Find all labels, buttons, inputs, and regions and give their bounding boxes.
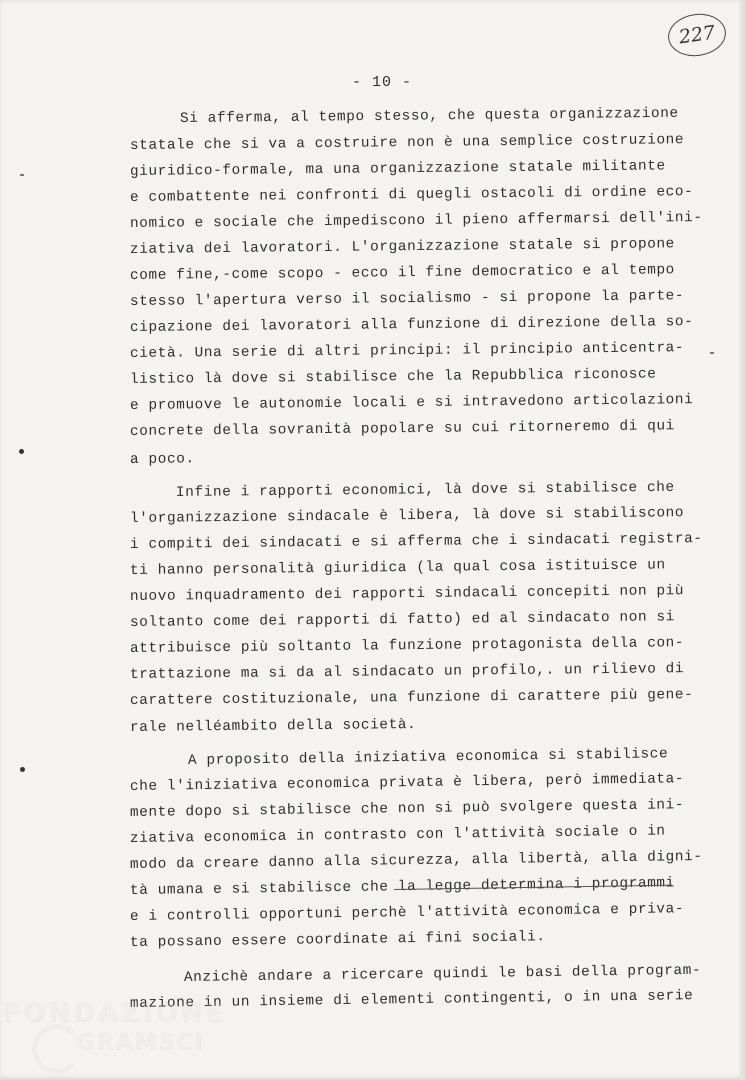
text-line: cietà. Una serie di altri principi: il principio anticentra- [129, 340, 685, 362]
text-line: a poco. [129, 451, 195, 468]
text-line: rale nelléambito della società. [129, 717, 417, 736]
text-line: stesso l'apertura verso il socialismo - si propone la parte- [129, 288, 685, 310]
fondazione-gramsci-watermark [2, 994, 226, 1074]
text-line: concrete della sovranità popolare su cui ritorneremo di qui [129, 418, 675, 440]
watermark-g-logo-icon [32, 1024, 82, 1074]
text-line: carattere costituzionale, una funzione di carattere più gene- [129, 687, 694, 709]
margin-mark [20, 174, 24, 176]
text-line: nomico e sociale che impediscono il pieno affermarsi dell'ini- [129, 210, 703, 232]
text-line: cipazione dei lavoratori alla funzione di direzione della so- [129, 314, 694, 336]
text-line: l'organizzazione sindacale è libera, là dove si stabiliscono [129, 505, 685, 527]
text-line: Si afferma, al tempo stesso, che questa organizzazione [179, 105, 679, 127]
text-line: A proposito della iniziativa economica si stabilisce [187, 746, 669, 769]
text-line: e i controlli opportuni perchè l'attività economica e priva- [129, 901, 685, 925]
watermark-line-2: GRAMSCI [76, 1030, 205, 1055]
text-line: mazione in un insieme di elementi contingenti, o in una serie [129, 988, 694, 1012]
text-line: ti hanno personalità giuridica (la qual cosa istituisce un [129, 557, 666, 579]
text-line: listico là dove si stabilisce che la Repubblica riconosce [129, 366, 657, 388]
text-line: i compiti dei sindacati e si afferma che i sindacati registra- [129, 531, 703, 553]
text-line: attribuisce più soltanto la funzione protagonista della con- [129, 635, 685, 657]
margin-mark [19, 449, 24, 454]
text-line: tà umana e si stabilisce che la legge determina i programmi [129, 875, 675, 899]
watermark-line-1: FONDAZIONE [2, 998, 226, 1028]
margin-mark [20, 767, 25, 772]
page-number: - 10 - [352, 74, 413, 91]
text-line: soltanto come dei rapporti di fatto) ed al sindacato non si [129, 609, 675, 631]
text-line: che l'iniziativa economica privata è libera, però immediata- [129, 771, 685, 795]
text-line: statale che si va a costruire non è una semplice costruzione [129, 132, 685, 154]
text-line: giuridico-formale, ma una organizzazione statale militante [129, 158, 666, 180]
text-line: ziativa dei lavoratori. L'organizzazione statale si propone [129, 236, 675, 258]
text-line: Infine i rapporti economici, là dove si stabilisce che [175, 479, 675, 501]
text-line: e combattente nei confronti di quegli ostacoli di ordine eco- [129, 184, 694, 206]
text-line: modo da creare danno alla sicurezza, alla libertà, alla digni- [129, 849, 703, 873]
text-line: mente dopo si stabilisce che non si può svolgere questa ini- [129, 797, 685, 821]
text-line: trattazione ma si da al sindacato un profilo,. un rilievo di [129, 661, 685, 683]
text-line: come fine,-come scopo - ecco il fine democratico e al tempo [129, 262, 675, 284]
text-line: ziativa economica in contrasto con l'attività sociale o in [129, 823, 666, 847]
text-line: nuovo inquadramento dei rapporti sindacali concepiti non più [129, 583, 685, 605]
text-line: Anzichè andare a ricercare quindi le basi della program- [183, 962, 702, 986]
text-line: e promuove le autonomie locali e si intravedono articolazioni [129, 392, 694, 414]
archive-number-stamp: 227 [665, 10, 728, 60]
margin-mark [710, 352, 714, 354]
text-line: ta possano essere coordinate ai fini sociali. [129, 929, 546, 951]
page-edge-shadow [740, 0, 746, 1080]
